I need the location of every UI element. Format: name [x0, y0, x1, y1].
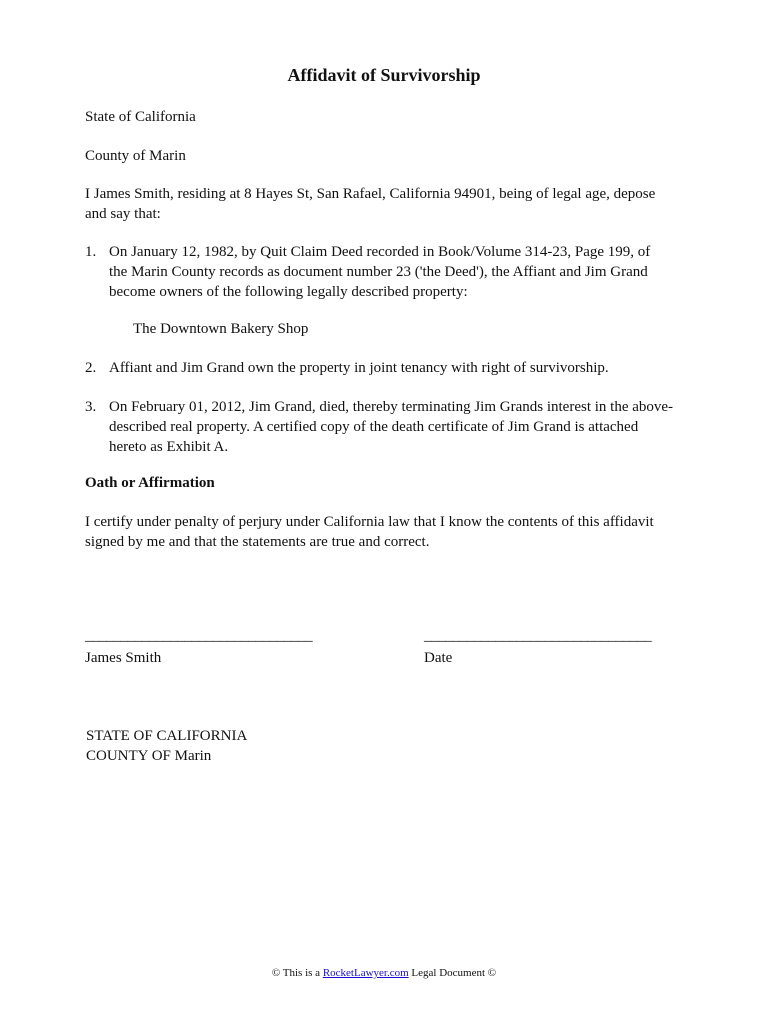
document-title: Affidavit of Survivorship — [287, 65, 481, 85]
rocketlawyer-link[interactable]: RocketLawyer.com — [322, 967, 409, 979]
item-text — [109, 397, 685, 457]
item-line: described real property. A certified copy of the death certificate of Jim Grand is attached — [109, 419, 639, 435]
footer — [0, 966, 768, 980]
item-line: On February 01, 2012, Jim Grand, died, thereby terminating Jim Grands interest in the above- — [109, 399, 674, 415]
item-line: On January 12, 1982, by Quit Claim Deed recorded in Book/Volume 314-23, Page 199, of — [109, 244, 651, 260]
signature-line: ________________________________ — [85, 628, 313, 644]
item-text — [109, 358, 685, 378]
item-number: 1. — [85, 244, 97, 260]
notary-state: STATE OF CALIFORNIA — [86, 728, 248, 744]
intro-line: I James Smith, residing at 8 Hayes St, San Rafael, California 94901, being of legal age, depose — [85, 186, 656, 202]
item-line: the Marin County records as document number 23 ('the Deed'), the Affiant and Jim Grand — [109, 264, 648, 280]
footer-suffix: Legal Document © — [408, 967, 497, 979]
notary-block — [86, 726, 686, 766]
intro-paragraph — [85, 184, 685, 224]
oath-line: signed by me and that the statements are true and correct. — [85, 534, 430, 550]
item-number: 3. — [85, 399, 97, 415]
intro-line: and say that: — [85, 206, 161, 222]
property-description: The Downtown Bakery Shop — [133, 321, 309, 337]
state-line: State of California — [85, 109, 196, 125]
oath-paragraph — [85, 512, 685, 552]
oath-heading: Oath or Affirmation — [85, 475, 215, 491]
county-line: County of Marin — [85, 148, 186, 164]
signer-name: James Smith — [85, 650, 162, 666]
oath-line: I certify under penalty of perjury under California law that I know the contents of this affidavit — [85, 514, 654, 530]
item-text — [109, 242, 685, 302]
date-line: ________________________________ — [424, 628, 652, 644]
item-line: hereto as Exhibit A. — [109, 439, 229, 455]
item-number: 2. — [85, 360, 97, 376]
item-line: become owners of the following legally described property: — [109, 284, 468, 300]
item-line: Affiant and Jim Grand own the property in joint tenancy with right of survivorship. — [109, 360, 609, 376]
footer-prefix: © This is a — [271, 967, 323, 979]
notary-county: COUNTY OF Marin — [86, 748, 212, 764]
date-label: Date — [424, 650, 453, 666]
